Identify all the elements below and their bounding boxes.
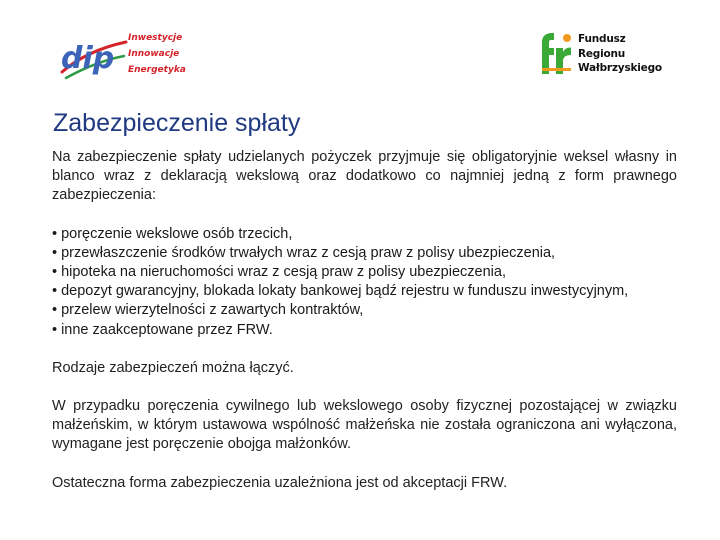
bullet-icon: • [52,283,58,300]
final-note: Ostateczna forma zabezpieczenia uzależniona jest od akceptacji FRW. [52,474,508,491]
frw-word-3: Wałbrzyskiego [578,62,662,74]
frw-word-2: Regionu [578,47,626,60]
list-item-text: przewłaszczenie środków trwałych wraz z cesją praw z polisy ubezpieczenia, [61,244,556,261]
frw-word-1: Fundusz [578,33,626,45]
list-item [52,225,677,244]
intro-paragraph: Na zabezpieczenie spłaty udzielanych pożyczek przyjmuje się obligatoryjnie weksel własny in blanco wraz z deklaracją wekslową oraz dodatkowo co najmniej jedną z form prawnego zabezpieczenia: [52,149,677,204]
dip-logo-icon [58,28,128,84]
list-item [52,321,677,340]
bullet-icon: • [52,321,58,338]
frw-logo-words [578,32,662,76]
list-item [52,282,677,301]
list-item-text: depozyt gwarancyjny, blokada lokaty bankowej bądź rejestru w funduszu inwestycyjnym, [61,283,629,300]
combine-note: Rodzaje zabezpieczeń można łączyć. [52,359,294,376]
bullet-icon: • [52,225,58,242]
dip-word-3: Energetyka [128,65,186,75]
dip-logo-words [128,30,186,78]
page-title: Zabezpieczenie spłaty [53,109,301,137]
list-item [52,263,677,282]
bullet-icon: • [52,244,58,261]
dip-logo [58,28,188,84]
bullet-icon: • [52,302,58,319]
dip-logo-text: dip [61,41,115,76]
list-item-text: inne zaakceptowane przez FRW. [61,321,273,338]
security-forms-list [52,225,677,340]
marriage-note: W przypadku poręczenia cywilnego lub wekslowego osoby fizycznej pozostającej w związku małżeńskim, w którym ustawowa wspólność małżeńska nie została ograniczona ani wyłączona, wymagane jest poręczenie obojga małżonków. [52,398,677,453]
list-item-text: przelew wierzytelności z zawartych kontraktów, [61,302,364,319]
frw-logo [538,30,668,80]
list-item [52,301,677,320]
frw-logo-icon [538,30,574,76]
list-item [52,244,677,263]
list-item-text: poręczenie wekslowe osób trzecich, [61,225,293,242]
content-body [52,148,677,512]
bullet-icon: • [52,264,58,281]
dip-word-1: Inwestycje [128,33,183,43]
list-item-text: hipoteka na nieruchomości wraz z cesją praw z polisy ubezpieczenia, [61,264,506,281]
dip-word-2: Innowacje [128,49,180,59]
